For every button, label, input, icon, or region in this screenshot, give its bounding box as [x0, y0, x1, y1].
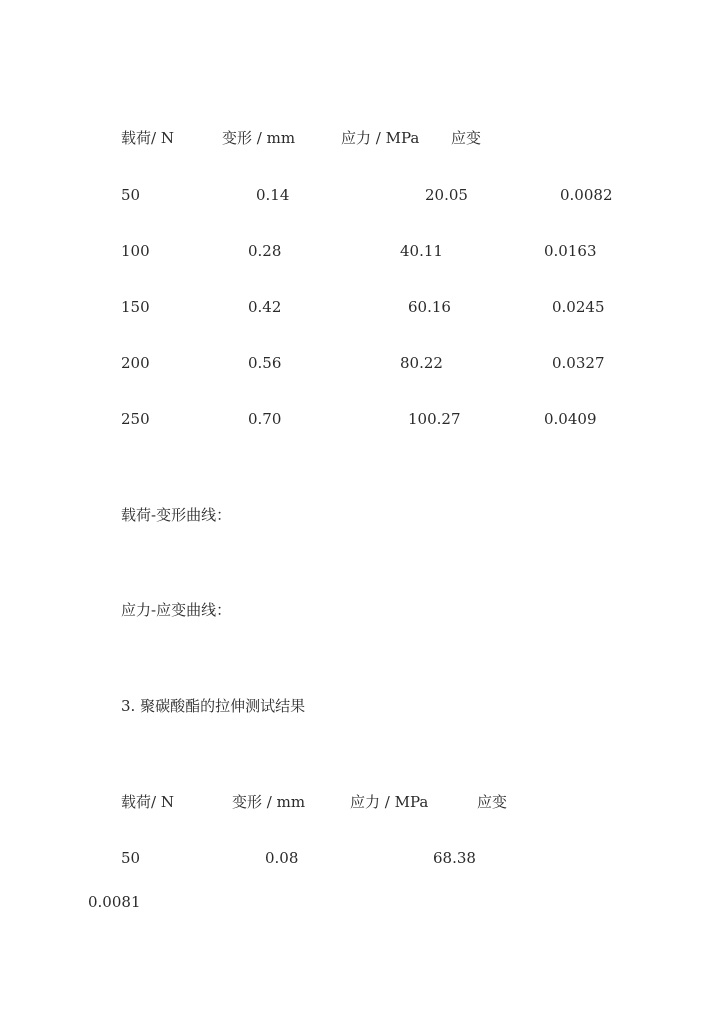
- stress-strain-curve-label: 应力-应变曲线：: [121, 601, 232, 619]
- table2-header-load: 载荷/ N: [121, 793, 174, 811]
- table1-header-load: 载荷/ N: [121, 129, 174, 147]
- table-cell: 0.0081: [88, 893, 141, 911]
- table-cell: 0.0082: [560, 186, 613, 204]
- table-cell: 0.70: [248, 410, 282, 428]
- table-cell: 0.14: [256, 186, 290, 204]
- table1-header-deformation: 变形 / mm: [222, 129, 296, 147]
- table-cell: 100.27: [408, 410, 461, 428]
- table1-header-stress: 应力 / MPa: [341, 129, 420, 147]
- table-cell: 0.08: [265, 849, 299, 867]
- table-cell: 0.0327: [552, 354, 605, 372]
- table-cell: 20.05: [425, 186, 468, 204]
- table-cell: 80.22: [400, 354, 443, 372]
- table-cell: 0.0409: [544, 410, 597, 428]
- table-cell: 0.0163: [544, 242, 597, 260]
- table-cell: 50: [121, 849, 141, 867]
- table-cell: 60.16: [408, 298, 451, 316]
- table-cell: 250: [121, 410, 150, 428]
- table-cell: 0.28: [248, 242, 282, 260]
- table-cell: 0.56: [248, 354, 282, 372]
- table-cell: 150: [121, 298, 150, 316]
- table2-header-strain: 应变: [477, 793, 508, 811]
- table-cell: 100: [121, 242, 150, 260]
- table2-header-stress: 应力 / MPa: [350, 793, 429, 811]
- table-cell: 40.11: [400, 242, 443, 260]
- table-cell: 0.42: [248, 298, 282, 316]
- table-cell: 68.38: [433, 849, 476, 867]
- load-deformation-curve-label: 载荷-变形曲线：: [121, 506, 232, 524]
- table1-header-strain: 应变: [451, 129, 482, 147]
- table2-header-deformation: 变形 / mm: [232, 793, 306, 811]
- table-cell: 50: [121, 186, 141, 204]
- section-heading: 3. 聚碳酸酯的拉伸测试结果: [121, 697, 306, 715]
- table-cell: 0.0245: [552, 298, 605, 316]
- table-cell: 200: [121, 354, 150, 372]
